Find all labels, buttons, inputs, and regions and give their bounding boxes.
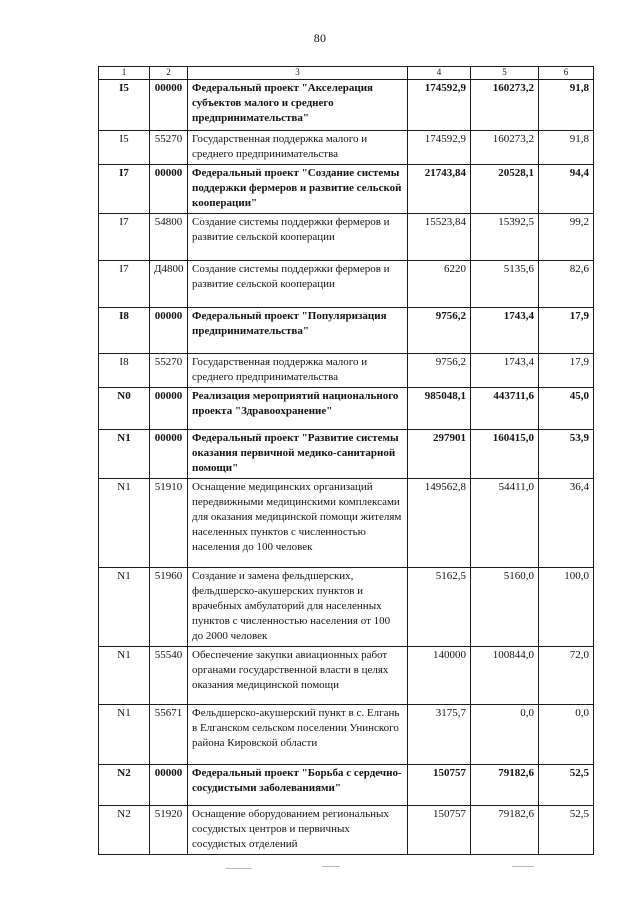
row-code-cell: I7 [99, 214, 150, 261]
execution-percent-cell: 99,2 [539, 214, 594, 261]
description-cell: Федеральный проект "Борьба с сердечно-сосудистыми заболеваниями" [188, 765, 408, 806]
expense-code-cell: 00000 [150, 430, 188, 479]
expense-code-cell: 51960 [150, 568, 188, 647]
table-row [99, 430, 594, 479]
description-cell: Реализация мероприятий национального проекта "Здравоохранение" [188, 388, 408, 430]
table-row [99, 806, 594, 855]
execution-percent-cell: 82,6 [539, 261, 594, 308]
planned-amount-cell: 15523,84 [408, 214, 471, 261]
column-number: 4 [408, 67, 471, 80]
description-cell: Федеральный проект "Создание системы поддержки фермеров и развитие сельской кооперации" [188, 165, 408, 214]
description-cell: Обеспечение закупки авиационных работ органами государственной власти в целях оказания медицинской помощи [188, 647, 408, 705]
column-number: 6 [539, 67, 594, 80]
execution-percent-cell: 17,9 [539, 308, 594, 354]
table-row [99, 705, 594, 765]
table-row [99, 214, 594, 261]
planned-amount-cell: 9756,2 [408, 354, 471, 388]
table-row [99, 568, 594, 647]
execution-percent-cell: 52,5 [539, 806, 594, 855]
expense-code-cell: 00000 [150, 80, 188, 131]
execution-percent-cell: 91,8 [539, 80, 594, 131]
expense-code-cell: 55270 [150, 354, 188, 388]
table-row [99, 131, 594, 165]
scan-artifact [512, 866, 534, 867]
actual-amount-cell: 1743,4 [471, 308, 539, 354]
actual-amount-cell: 443711,6 [471, 388, 539, 430]
execution-percent-cell: 17,9 [539, 354, 594, 388]
row-code-cell: N1 [99, 568, 150, 647]
expense-code-cell: 00000 [150, 765, 188, 806]
actual-amount-cell: 160273,2 [471, 80, 539, 131]
actual-amount-cell: 160273,2 [471, 131, 539, 165]
planned-amount-cell: 21743,84 [408, 165, 471, 214]
row-code-cell: N0 [99, 388, 150, 430]
expense-code-cell: 00000 [150, 308, 188, 354]
description-cell: Государственная поддержка малого и среднего предпринимательства [188, 354, 408, 388]
description-cell: Создание системы поддержки фермеров и развитие сельской кооперации [188, 261, 408, 308]
execution-percent-cell: 52,5 [539, 765, 594, 806]
execution-percent-cell: 0,0 [539, 705, 594, 765]
table-row [99, 308, 594, 354]
description-cell: Федеральный проект "Популяризация предпринимательства" [188, 308, 408, 354]
row-code-cell: I8 [99, 308, 150, 354]
planned-amount-cell: 9756,2 [408, 308, 471, 354]
row-code-cell: I5 [99, 80, 150, 131]
row-code-cell: N2 [99, 806, 150, 855]
expense-code-cell: 00000 [150, 165, 188, 214]
planned-amount-cell: 6220 [408, 261, 471, 308]
table-row [99, 765, 594, 806]
planned-amount-cell: 150757 [408, 806, 471, 855]
column-number: 3 [188, 67, 408, 80]
planned-amount-cell: 140000 [408, 647, 471, 705]
expense-code-cell: 55270 [150, 131, 188, 165]
row-code-cell: N1 [99, 430, 150, 479]
actual-amount-cell: 5135,6 [471, 261, 539, 308]
table-row [99, 479, 594, 568]
column-number: 2 [150, 67, 188, 80]
description-cell: Создание и замена фельдшерских, фельдшерско-акушерских пунктов и врачебных амбулаторий для населенных пунктов с численностью населения от 100 до 2000 человек [188, 568, 408, 647]
description-cell: Федеральный проект "Развитие системы оказания первичной медико-санитарной помощи" [188, 430, 408, 479]
scan-artifact [226, 868, 252, 869]
execution-percent-cell: 91,8 [539, 131, 594, 165]
expense-code-cell: 51910 [150, 479, 188, 568]
actual-amount-cell: 100844,0 [471, 647, 539, 705]
table-row [99, 261, 594, 308]
expense-code-cell: 54800 [150, 214, 188, 261]
description-cell: Оснащение медицинских организаций передвижными медицинскими комплексами для оказания медицинской помощи жителям населенных пунктов с численностью населения до 100 человек [188, 479, 408, 568]
table-row [99, 354, 594, 388]
planned-amount-cell: 3175,7 [408, 705, 471, 765]
expense-code-cell: 00000 [150, 388, 188, 430]
planned-amount-cell: 5162,5 [408, 568, 471, 647]
row-code-cell: N1 [99, 479, 150, 568]
planned-amount-cell: 174592,9 [408, 80, 471, 131]
description-cell: Фельдшерско-акушерский пункт в с. Елгань в Елганском сельском поселении Унинского района Кировской области [188, 705, 408, 765]
execution-percent-cell: 72,0 [539, 647, 594, 705]
execution-percent-cell: 94,4 [539, 165, 594, 214]
row-code-cell: N1 [99, 647, 150, 705]
execution-percent-cell: 36,4 [539, 479, 594, 568]
page-number: 80 [313, 31, 327, 45]
actual-amount-cell: 79182,6 [471, 806, 539, 855]
row-code-cell: I8 [99, 354, 150, 388]
description-cell: Создание системы поддержки фермеров и развитие сельской кооперации [188, 214, 408, 261]
expense-code-cell: 51920 [150, 806, 188, 855]
planned-amount-cell: 149562,8 [408, 479, 471, 568]
row-code-cell: I7 [99, 165, 150, 214]
actual-amount-cell: 54411,0 [471, 479, 539, 568]
table-row [99, 165, 594, 214]
table-body [99, 67, 594, 855]
execution-percent-cell: 100,0 [539, 568, 594, 647]
budget-execution-table [98, 66, 594, 855]
expense-code-cell: 55671 [150, 705, 188, 765]
actual-amount-cell: 5160,0 [471, 568, 539, 647]
expense-code-cell: 55540 [150, 647, 188, 705]
actual-amount-cell: 79182,6 [471, 765, 539, 806]
description-cell: Оснащение оборудованием региональных сосудистых центров и первичных сосудистых отделений [188, 806, 408, 855]
planned-amount-cell: 985048,1 [408, 388, 471, 430]
actual-amount-cell: 20528,1 [471, 165, 539, 214]
row-code-cell: I5 [99, 131, 150, 165]
actual-amount-cell: 0,0 [471, 705, 539, 765]
scan-artifact [322, 866, 340, 867]
row-code-cell: N1 [99, 705, 150, 765]
description-cell: Федеральный проект "Акселерация субъектов малого и среднего предпринимательства" [188, 80, 408, 131]
column-number: 1 [99, 67, 150, 80]
column-number: 5 [471, 67, 539, 80]
execution-percent-cell: 45,0 [539, 388, 594, 430]
table-row [99, 647, 594, 705]
row-code-cell: I7 [99, 261, 150, 308]
table-row [99, 388, 594, 430]
planned-amount-cell: 174592,9 [408, 131, 471, 165]
execution-percent-cell: 53,9 [539, 430, 594, 479]
column-number-row [99, 67, 594, 80]
expense-code-cell: Д4800 [150, 261, 188, 308]
actual-amount-cell: 15392,5 [471, 214, 539, 261]
description-cell: Государственная поддержка малого и среднего предпринимательства [188, 131, 408, 165]
planned-amount-cell: 297901 [408, 430, 471, 479]
row-code-cell: N2 [99, 765, 150, 806]
table-row [99, 80, 594, 131]
actual-amount-cell: 160415,0 [471, 430, 539, 479]
actual-amount-cell: 1743,4 [471, 354, 539, 388]
planned-amount-cell: 150757 [408, 765, 471, 806]
